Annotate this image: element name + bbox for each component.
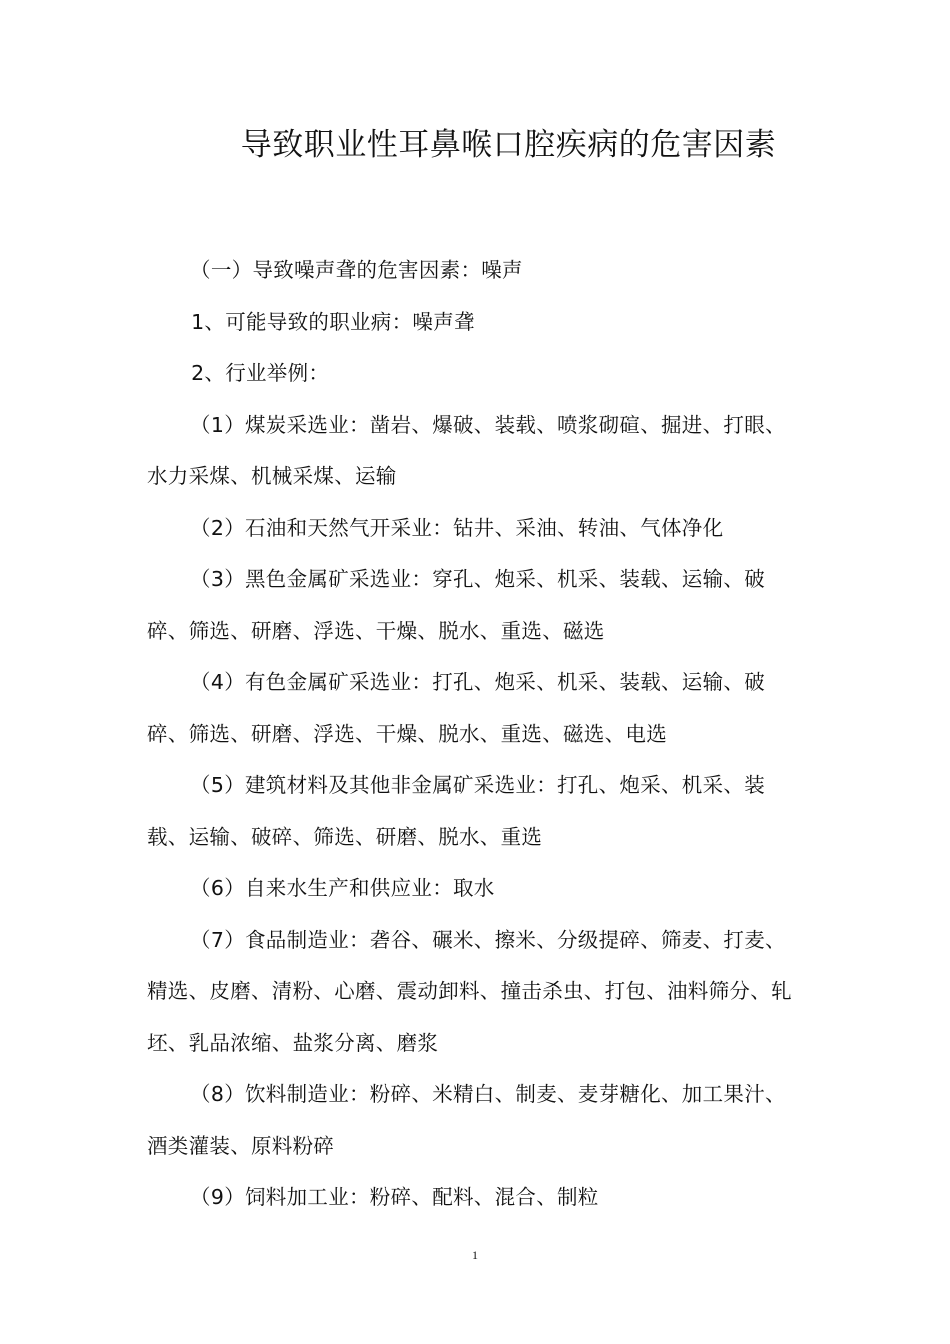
list-item-ferrous-metal: （3）黑色金属矿采选业：穿孔、炮采、机采、装载、运输、破碎、筛选、研磨、浮选、干燥、脱水、重选、磁选 <box>147 567 765 643</box>
page-number: 1 <box>472 1248 478 1262</box>
document-body <box>147 245 803 1224</box>
list-item-food-manufacturing: （7）食品制造业：砻谷、碾米、擦米、分级提碎、筛麦、打麦、精选、皮磨、清粉、心磨、震动卸料、撞击杀虫、打包、油料筛分、轧坯、乳品浓缩、盐浆分离、磨浆 <box>147 927 792 1055</box>
document-title: 导致职业性耳鼻喉口腔疾病的危害因素 <box>240 127 777 163</box>
list-item-coal-mining: （1）煤炭采选业：凿岩、爆破、装载、喷浆砌碹、掘进、打眼、水力采煤、机械采煤、运输 <box>147 412 786 488</box>
list-item-feed-processing: （9）饲料加工业：粉碎、配料、混合、制粒 <box>190 1185 599 1209</box>
paragraph-industry-examples: 2、行业举例： <box>191 361 330 385</box>
section-heading-noise: （一）导致噪声聋的危害因素：噪声 <box>190 258 523 282</box>
list-item-water-supply: （6）自来水生产和供应业：取水 <box>190 876 495 900</box>
paragraph-occupational-disease: 1、可能导致的职业病：噪声聋 <box>191 309 475 334</box>
list-item-nonferrous-metal: （4）有色金属矿采选业：打孔、炮采、机采、装载、运输、破碎、筛选、研磨、浮选、干燥、脱水、重选、磁选、电选 <box>147 670 765 746</box>
list-item-building-materials: （5）建筑材料及其他非金属矿采选业：打孔、炮采、机采、装载、运输、破碎、筛选、研磨、脱水、重选 <box>147 773 765 849</box>
list-item-beverage-manufacturing: （8）饮料制造业：粉碎、米精白、制麦、麦芽糖化、加工果汁、酒类灌装、原料粉碎 <box>147 1082 786 1158</box>
list-item-oil-gas: （2）石油和天然气开采业：钻井、采油、转油、气体净化 <box>190 515 724 540</box>
